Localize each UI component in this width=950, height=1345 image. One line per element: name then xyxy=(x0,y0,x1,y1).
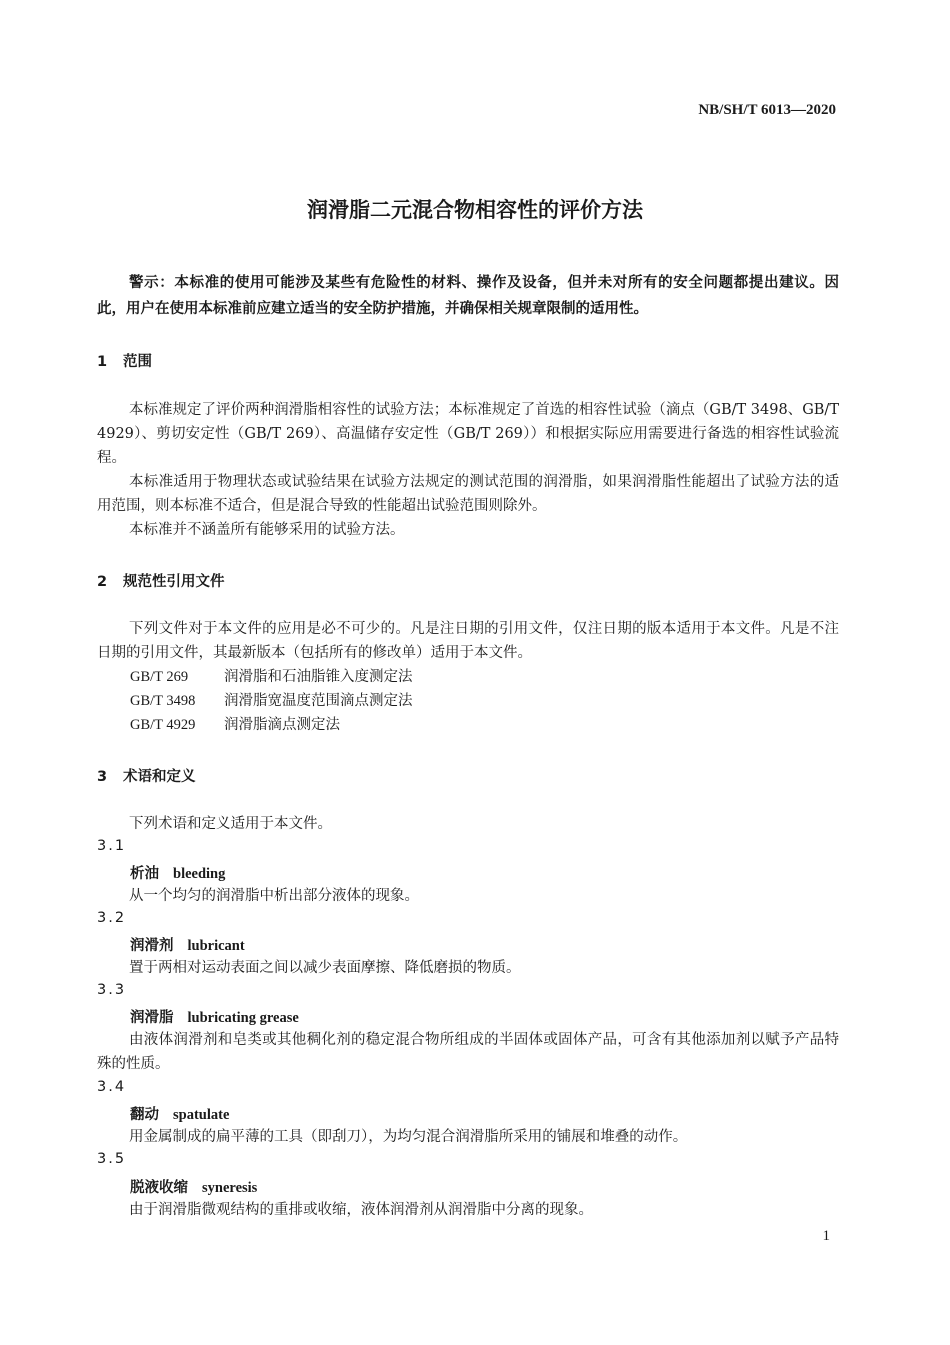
reference-name: 润滑脂宽温度范围滴点测定法 xyxy=(224,693,413,709)
section-1-heading xyxy=(97,350,152,371)
term-number: 3.4 xyxy=(97,1079,127,1095)
section-title: 范围 xyxy=(123,354,152,370)
term-en: lubricating grease xyxy=(187,1010,299,1026)
term-definition: 从一个均匀的润滑脂中析出部分液体的现象。 xyxy=(129,888,419,904)
term-definition: 由液体润滑剂和皂类或其他稠化剂的稳定混合物所组成的半固体或固体产品，可含有其他添加剂以赋予产品特殊的性质。 xyxy=(97,1032,839,1072)
reference-code: GB/T 4929 xyxy=(130,717,196,733)
term-number: 3.5 xyxy=(97,1151,127,1167)
section-2-heading xyxy=(97,570,225,591)
term-number: 3.1 xyxy=(97,838,127,854)
section-number: 2 xyxy=(97,574,108,590)
term-title xyxy=(130,862,225,883)
term-definition: 用金属制成的扁平薄的工具（即刮刀），为均匀混合润滑脂所采用的铺展和堆叠的动作。 xyxy=(129,1129,688,1145)
section-number: 1 xyxy=(97,354,108,370)
section-title: 规范性引用文件 xyxy=(123,574,225,590)
term-definition: 由于润滑脂微观结构的重排或收缩，液体润滑剂从润滑脂中分离的现象。 xyxy=(129,1202,593,1218)
term-zh: 润滑脂 xyxy=(130,1009,174,1026)
term-en: lubricant xyxy=(187,938,245,954)
reference-item xyxy=(130,665,413,689)
reference-name: 润滑脂滴点测定法 xyxy=(224,717,340,733)
page-number: 1 xyxy=(822,1228,830,1244)
document-title: 润滑脂二元混合物相容性的评价方法 xyxy=(307,198,643,222)
safety-warning: 警示：本标准的使用可能涉及某些有危险性的材料、操作及设备，但并未对所有的安全问题都提出建议。因此，用户在使用本标准前应建立适当的安全防护措施，并确保相关规章限制的适用性。 xyxy=(97,275,839,317)
term-en: bleeding xyxy=(173,866,226,882)
reference-item xyxy=(130,713,340,737)
section-title: 术语和定义 xyxy=(123,769,196,785)
scope-paragraph-1: 本标准规定了评价两种润滑脂相容性的试验方法；本标准规定了首选的相容性试验（滴点（GB/T 3498、GB/T 4929）、剪切安定性（GB/T 269）、高温储存安定性（GB/T 269））和根据实际应用需要进行备选的相容性试验流程。 xyxy=(97,402,839,466)
reference-item xyxy=(130,689,413,713)
terms-intro: 下列术语和定义适用于本文件。 xyxy=(129,816,332,832)
term-en: spatulate xyxy=(173,1107,230,1123)
scope-paragraph-3: 本标准并不涵盖所有能够采用的试验方法。 xyxy=(129,522,405,538)
term-zh: 析油 xyxy=(130,865,159,882)
section-number: 3 xyxy=(97,769,108,785)
term-number: 3.2 xyxy=(97,910,127,926)
term-title xyxy=(130,1176,257,1197)
section-3-heading xyxy=(97,765,196,786)
term-zh: 脱液收缩 xyxy=(130,1179,188,1196)
term-definition: 置于两相对运动表面之间以减少表面摩擦、降低磨损的物质。 xyxy=(129,960,521,976)
refs-intro: 下列文件对于本文件的应用是必不可少的。凡是注日期的引用文件，仅注日期的版本适用于本文件。凡是不注日期的引用文件，其最新版本（包括所有的修改单）适用于本文件。 xyxy=(97,621,839,661)
scope-paragraph-2: 本标准适用于物理状态或试验结果在试验方法规定的测试范围的润滑脂，如果润滑脂性能超出了试验方法的适用范围，则本标准不适合，但是混合导致的性能超出试验范围则除外。 xyxy=(97,474,839,514)
term-zh: 润滑剂 xyxy=(130,937,174,954)
term-title xyxy=(130,1006,299,1027)
term-title xyxy=(130,1103,229,1124)
reference-code: GB/T 269 xyxy=(130,669,189,685)
reference-name: 润滑脂和石油脂锥入度测定法 xyxy=(224,669,413,685)
term-title xyxy=(130,934,245,955)
standard-code: NB/SH/T 6013—2020 xyxy=(698,102,836,118)
term-zh: 翻动 xyxy=(130,1106,159,1123)
term-en: syneresis xyxy=(202,1180,258,1196)
reference-code: GB/T 3498 xyxy=(130,693,196,709)
term-number: 3.3 xyxy=(97,982,127,998)
